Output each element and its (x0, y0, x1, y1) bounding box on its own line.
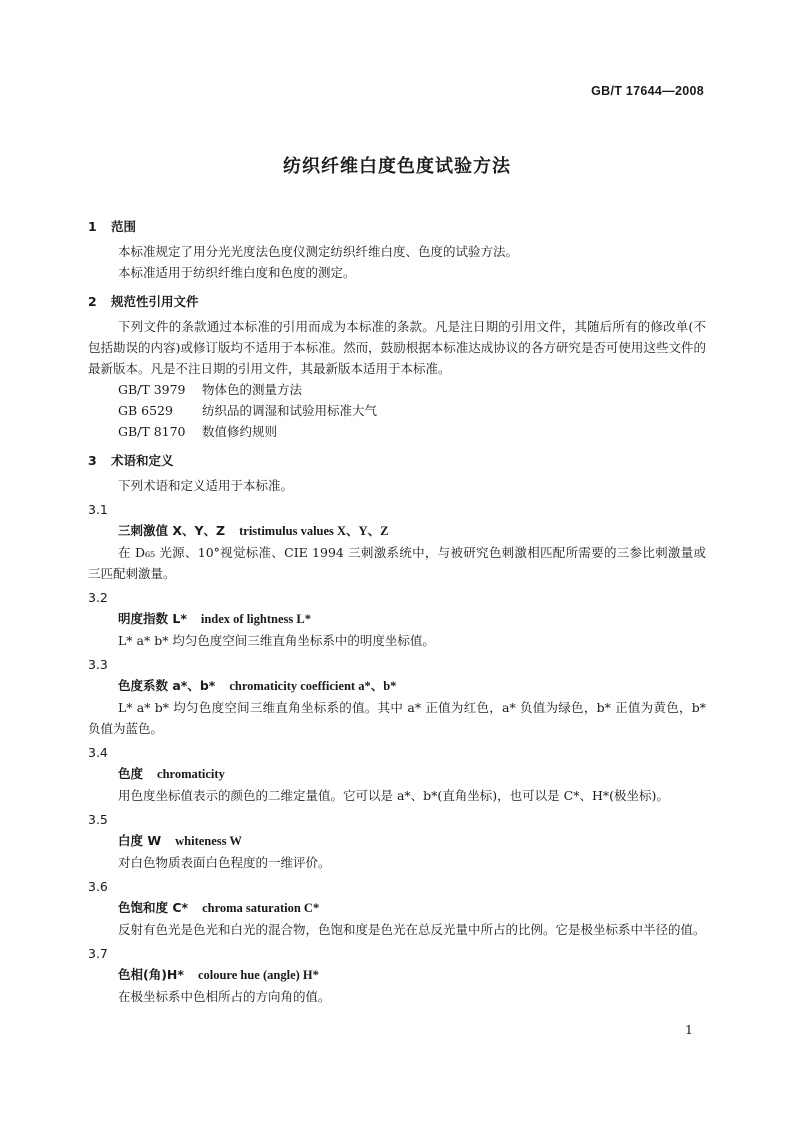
section-title: 范围 (111, 219, 137, 234)
reference-item (88, 400, 706, 421)
term-number: 3.3 (88, 657, 108, 672)
paragraph: 本标准规定了用分光光度法色度仪测定纺织纤维白度、色度的试验方法。 (118, 244, 519, 259)
term-heading (88, 964, 706, 986)
paragraph: 本标准适用于纺织纤维白度和色度的测定。 (118, 265, 356, 280)
standard-code: GB/T 17644—2008 (591, 84, 704, 98)
term-number: 3.7 (88, 946, 108, 961)
term-en: chroma saturation C* (202, 901, 320, 915)
term-en: coloure hue (angle) H* (197, 968, 319, 982)
section-title: 术语和定义 (111, 453, 174, 468)
term-definition: 反射有色光是色光和白光的混合物，色饱和度是色光在总反光量中所占的比例。它是极坐标系中半径的值。 (118, 922, 706, 937)
term-number: 3.5 (88, 812, 108, 827)
reference-code: GB/T 8170 (118, 424, 186, 439)
term-heading (88, 520, 706, 542)
term-zh: 三刺激值 X、Y、Z (118, 523, 226, 538)
term-number: 3.6 (88, 879, 108, 894)
section-title: 规范性引用文件 (111, 294, 199, 309)
paragraph: 下列术语和定义适用于本标准。 (118, 478, 294, 493)
term-en: whiteness W (175, 834, 242, 848)
term-number: 3.2 (88, 590, 108, 605)
term-zh: 明度指数 L* (118, 611, 187, 626)
term-en: chromaticity (157, 767, 225, 781)
reference-item (88, 379, 706, 400)
term-number: 3.1 (88, 502, 108, 517)
reference-code: GB/T 3979 (118, 382, 186, 397)
paragraph: 下列文件的条款通过本标准的引用而成为本标准的条款。凡是注日期的引用文件，其随后所有的修改单(不包括勘误的内容)或修订版均不适用于本标准。然而，鼓励根据本标准达成协议的各方研究是否可使用这些文件的最新版本。凡是不注日期的引用文件，其最新版本适用于本标准。 (88, 319, 706, 376)
term-heading (88, 830, 706, 852)
term-en: tristimulus values X、Y、Z (239, 524, 389, 538)
term-definition: 在 D₆₅ 光源、10°视觉标准、CIE 1994 三刺激系统中，与被研究色刺激相匹配所需要的三参比刺激量或三匹配刺激量。 (88, 545, 706, 581)
term-heading (88, 675, 706, 697)
term-heading (88, 763, 706, 785)
section-number: 1 (88, 219, 97, 234)
section-heading-1 (88, 216, 706, 237)
page-number: 1 (685, 1022, 693, 1037)
term-heading (88, 608, 706, 630)
document-title: 纺织纤维白度色度试验方法 (283, 156, 511, 177)
term-number: 3.4 (88, 745, 108, 760)
reference-code: GB 6529 (118, 403, 173, 418)
term-definition: 在极坐标系中色相所占的方向角的值。 (118, 989, 331, 1004)
term-zh: 色度 (118, 766, 144, 781)
term-zh: 白度 W (118, 833, 162, 848)
section-number: 3 (88, 453, 97, 468)
term-heading (88, 897, 706, 919)
document-body (88, 208, 706, 1007)
reference-title: 纺织品的调湿和试验用标准大气 (202, 403, 378, 418)
term-definition: 用色度坐标值表示的颜色的二维定量值。它可以是 a*、b*(直角坐标)，也可以是 C*、H*(极坐标)。 (118, 788, 669, 803)
term-zh: 色饱和度 C* (118, 900, 189, 915)
reference-title: 数值修约规则 (202, 424, 278, 439)
term-definition: L* a* b* 均匀色度空间三维直角坐标系中的明度坐标值。 (118, 633, 435, 648)
section-heading-2 (88, 291, 706, 312)
reference-title: 物体色的测量方法 (202, 382, 303, 397)
term-en: index of lightness L* (200, 612, 311, 626)
section-heading-3 (88, 450, 706, 471)
section-number: 2 (88, 294, 97, 309)
term-en: chromaticity coefficient a*、b* (229, 679, 397, 693)
term-definition: L* a* b* 均匀色度空间三维直角坐标系的值。其中 a* 正值为红色，a* 负值为绿色，b* 正值为黄色，b* 负值为蓝色。 (88, 700, 706, 736)
reference-item (88, 421, 706, 442)
term-definition: 对白色物质表面白色程度的一维评价。 (118, 855, 331, 870)
term-zh: 色度系数 a*、b* (118, 678, 216, 693)
term-zh: 色相(角)H* (118, 967, 184, 982)
